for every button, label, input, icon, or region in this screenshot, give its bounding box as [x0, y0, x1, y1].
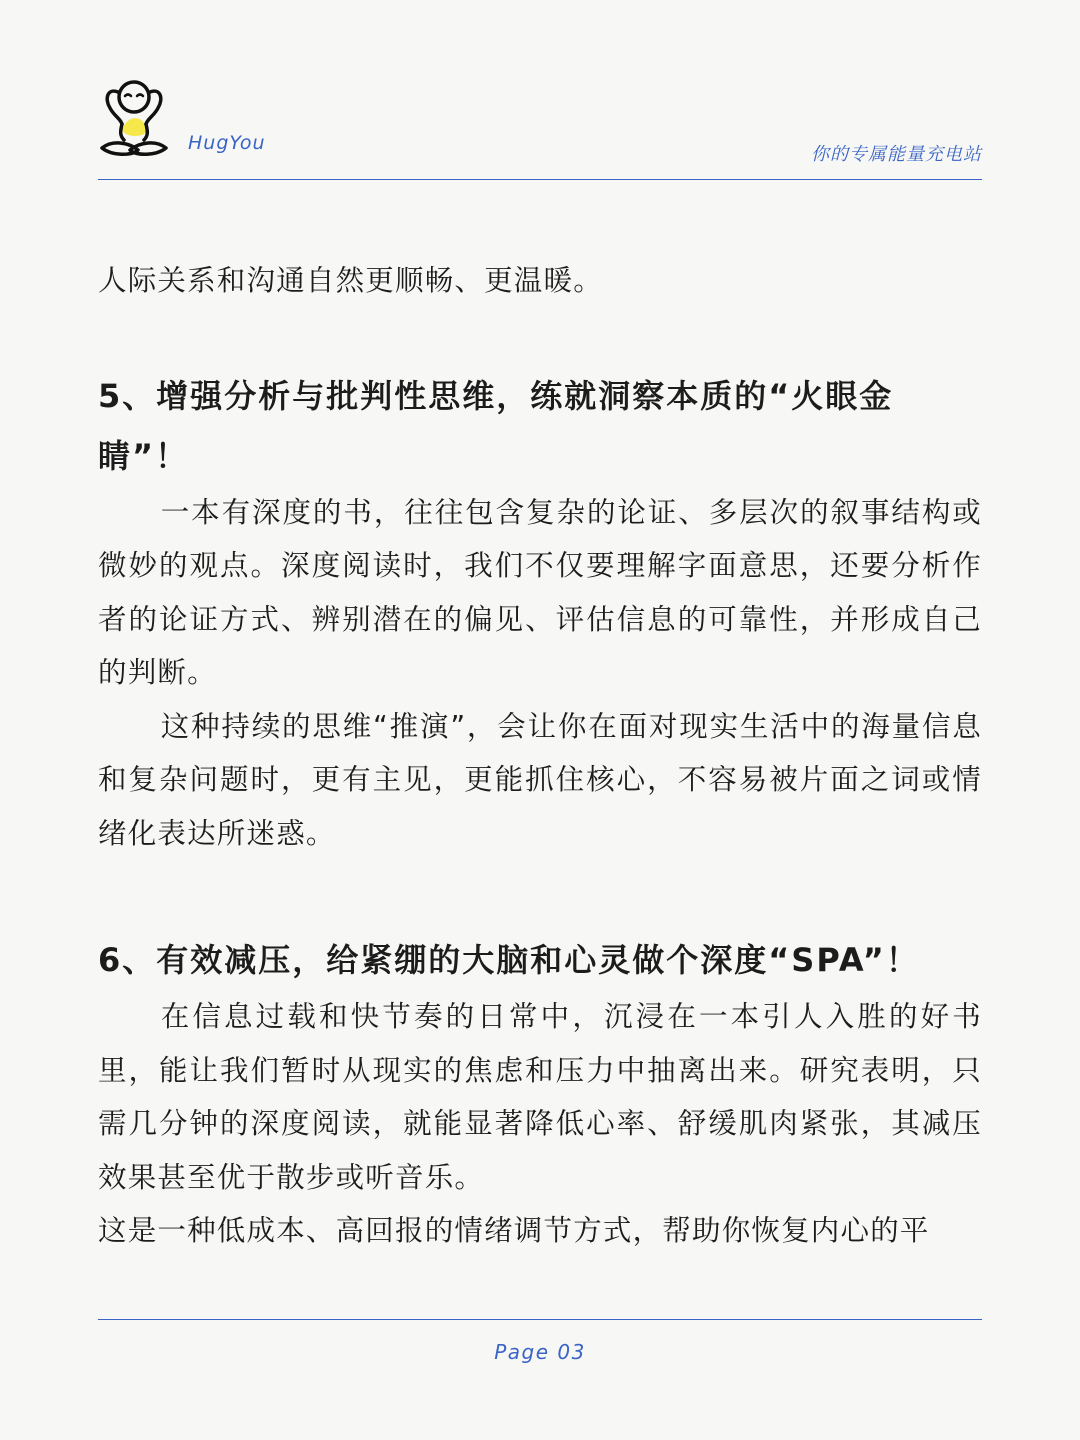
- article-body: [98, 254, 982, 1258]
- section-6-paragraph-2: 这是一种低成本、高回报的情绪调节方式，帮助你恢复内心的平: [98, 1214, 930, 1247]
- brand-name: HugYou: [188, 132, 266, 154]
- section-6-paragraph-1: 在信息过载和快节奏的日常中，沉浸在一本引人入胜的好书里，能让我们暂时从现实的焦虑和压力中抽离出来。研究表明，只需几分钟的深度阅读，就能显著降低心率、舒缓肌肉紧张，其减压效果甚至优于散步或听音乐。: [98, 1000, 982, 1194]
- page-number: Page 03: [494, 1340, 586, 1364]
- section-6-heading: 6、有效减压，给紧绷的大脑和心灵做个深度“SPA”！: [98, 941, 920, 979]
- section-5-paragraph-1: 一本有深度的书，往往包含复杂的论证、多层次的叙事结构或微妙的观点。深度阅读时，我们不仅要理解字面意思，还要分析作者的论证方式、辨别潜在的偏见、评估信息的可靠性，并形成自己的判断。: [98, 495, 982, 689]
- tagline: 你的专属能量充电站: [811, 144, 982, 165]
- page-header: [98, 78, 982, 180]
- footer-divider: [98, 1319, 982, 1320]
- section-5-heading: 5、增强分析与批判性思维，练就洞察本质的“火眼金睛”！: [98, 376, 894, 475]
- header-divider: [98, 179, 982, 180]
- meditating-figure-logo: [98, 78, 170, 158]
- intro-tail-paragraph: 人际关系和沟通自然更顺畅、更温暖。: [98, 264, 603, 297]
- section-5-paragraph-2: 这种持续的思维“推演”，会让你在面对现实生活中的海量信息和复杂问题时，更有主见，更能抓住核心，不容易被片面之词或情绪化表达所迷惑。: [98, 709, 982, 850]
